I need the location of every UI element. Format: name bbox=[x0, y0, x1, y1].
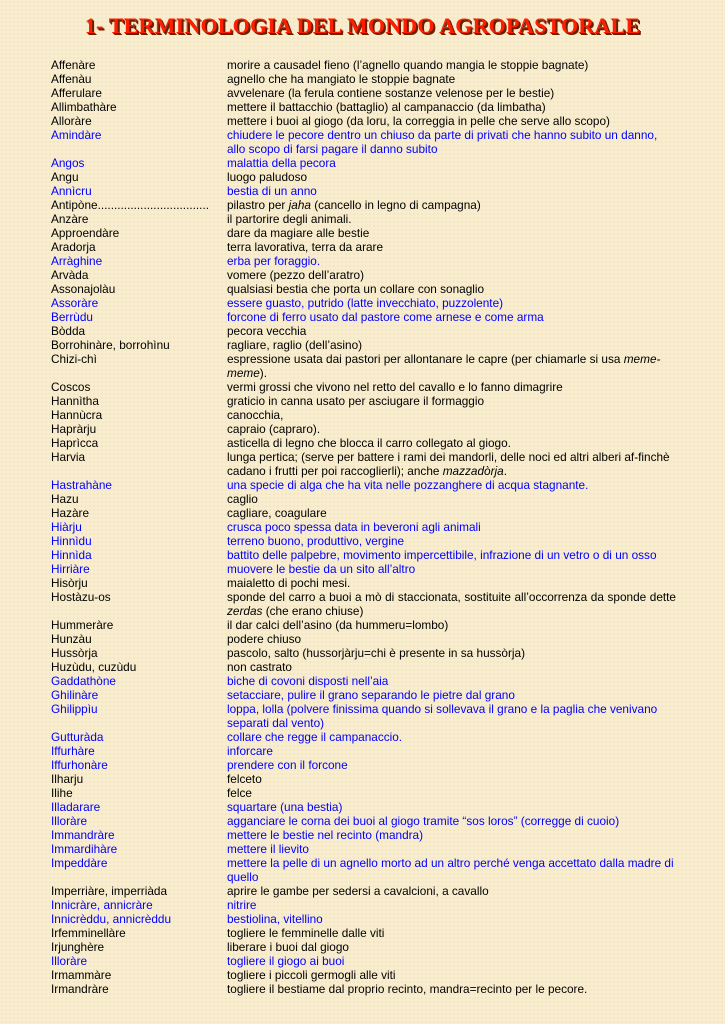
entry-term: Gutturàda bbox=[51, 730, 104, 744]
glossary-entry bbox=[51, 772, 676, 786]
glossary-entry bbox=[51, 744, 676, 758]
glossary-entry bbox=[51, 954, 676, 968]
entry-definition: una specie di alga che ha vita nelle pozzanghere di acqua stagnante. bbox=[227, 478, 589, 492]
entry-definition: qualsiasi bestia che porta un collare con sonaglio bbox=[227, 282, 485, 296]
entry-definition: morire a causadel fieno (l’agnello quando mangia le stoppie bagnate) bbox=[227, 58, 589, 72]
entry-definition: felce bbox=[227, 786, 252, 800]
glossary-entry bbox=[51, 268, 676, 282]
entry-definition: prendere con il forcone bbox=[227, 758, 348, 772]
entry-definition: liberare i buoi dal giogo bbox=[227, 940, 349, 954]
glossary-entry bbox=[51, 184, 676, 198]
italic-term: jaha bbox=[288, 198, 311, 212]
entry-definition: togliere i piccoli germogli alle viti bbox=[227, 968, 396, 982]
entry-definition: agganciare le corna dei buoi al giogo tramite “sos loros” (corregge di cuoio) bbox=[227, 814, 620, 828]
entry-definition: canocchia, bbox=[227, 408, 284, 422]
glossary-entry bbox=[51, 702, 676, 730]
glossary-entry bbox=[51, 884, 676, 898]
glossary-entry bbox=[51, 380, 676, 394]
glossary-entry bbox=[51, 296, 676, 310]
entry-definition: mettere il battacchio (battaglio) al campanaccio (da limbatha) bbox=[227, 100, 546, 114]
entry-term: Hisòrju bbox=[51, 576, 88, 590]
entry-term: Hussòrja bbox=[51, 646, 98, 660]
entry-term: Iffurhonàre bbox=[51, 758, 108, 772]
entry-definition: forcone di ferro usato dal pastore come arnese e come arma bbox=[227, 310, 544, 324]
italic-term: zerdas bbox=[227, 604, 263, 618]
glossary-entry bbox=[51, 324, 676, 338]
glossary-entry bbox=[51, 352, 676, 380]
entry-definition: luogo paludoso bbox=[227, 170, 308, 184]
entry-term: Approendàre bbox=[51, 226, 120, 240]
glossary-entry bbox=[51, 982, 676, 996]
entry-term: Arràghine bbox=[51, 254, 103, 268]
entry-definition: bestia di un anno bbox=[227, 184, 317, 198]
entry-term: Hapràrju bbox=[51, 422, 97, 436]
entry-definition: il partorire degli animali. bbox=[227, 212, 352, 226]
glossary-entry bbox=[51, 786, 676, 800]
entry-definition: erba per foraggio. bbox=[227, 254, 321, 268]
entry-term: Immandràre bbox=[51, 828, 115, 842]
entry-term: Hostàzu-os bbox=[51, 590, 111, 604]
glossary-entry bbox=[51, 618, 676, 632]
entry-term: Hazàre bbox=[51, 506, 90, 520]
entry-term: Arvàda bbox=[51, 268, 89, 282]
entry-term: Gaddathòne bbox=[51, 674, 116, 688]
glossary-entry bbox=[51, 478, 676, 492]
entry-definition: pilastro per jaha (cancello in legno di campagna) bbox=[227, 198, 481, 212]
entry-definition: lunga pertica; (serve per battere i rami dei mandorli, delle noci ed altri alberi af-finchè cadano i frutti per poi raccoglierli); anche mazzadòrja. bbox=[227, 450, 670, 478]
glossary-entry bbox=[51, 828, 676, 842]
glossary-entry bbox=[51, 72, 676, 86]
glossary-entry bbox=[51, 436, 676, 450]
entry-definition: capraio (capraro). bbox=[227, 422, 321, 436]
glossary-entry bbox=[51, 968, 676, 982]
entry-term: Ilharju bbox=[51, 772, 84, 786]
entry-definition: vomere (pezzo dell’aratro) bbox=[227, 268, 365, 282]
glossary-entry bbox=[51, 632, 676, 646]
glossary-entry bbox=[51, 674, 676, 688]
glossary-entry bbox=[51, 254, 676, 268]
entry-term: Antipòne.................................. bbox=[51, 198, 210, 212]
entry-term: Illadarare bbox=[51, 800, 101, 814]
glossary-entry bbox=[51, 58, 676, 72]
entry-definition: graticio in canna usato per asciugare il formaggio bbox=[227, 394, 485, 408]
entry-term: Assonajolàu bbox=[51, 282, 116, 296]
entry-term: Impeddàre bbox=[51, 856, 108, 870]
italic-term: mazzadòrja bbox=[442, 464, 504, 478]
glossary-entry bbox=[51, 100, 676, 114]
entry-term: Annìcru bbox=[51, 184, 92, 198]
entry-definition: crusca poco spessa data in beveroni agli animali bbox=[227, 520, 481, 534]
glossary-entry bbox=[51, 912, 676, 926]
entry-definition: nitrire bbox=[227, 898, 257, 912]
entry-term: Immardihàre bbox=[51, 842, 118, 856]
glossary-entry bbox=[51, 128, 676, 156]
entry-term: Hirriàre bbox=[51, 562, 90, 576]
glossary-list bbox=[51, 58, 676, 996]
entry-definition: cagliare, coagulare bbox=[227, 506, 327, 520]
glossary-entry bbox=[51, 800, 676, 814]
entry-term: Anzàre bbox=[51, 212, 89, 226]
entry-term: Allimbathàre bbox=[51, 100, 117, 114]
entry-term: Illoràre bbox=[51, 954, 88, 968]
entry-definition: inforcare bbox=[227, 744, 273, 758]
entry-term: Ghilippìu bbox=[51, 702, 98, 716]
entry-term: Haprìcca bbox=[51, 436, 99, 450]
entry-term: Alloràre bbox=[51, 114, 92, 128]
entry-term: Aradorja bbox=[51, 240, 96, 254]
entry-definition: aprire le gambe per sedersi a cavalcioni, a cavallo bbox=[227, 884, 489, 898]
entry-term: Angu bbox=[51, 170, 79, 184]
entry-definition: avvelenare (la ferula contiene sostanze velenose per le bestie) bbox=[227, 86, 555, 100]
glossary-entry bbox=[51, 646, 676, 660]
entry-definition: chiudere le pecore dentro un chiuso da parte di privati che hanno subito un danno, allo scopo di farsi pagare il danno subito bbox=[227, 128, 658, 156]
entry-term: Hinnìda bbox=[51, 548, 92, 562]
entry-term: Ilihe bbox=[51, 786, 73, 800]
entry-definition: felceto bbox=[227, 772, 262, 786]
entry-term: Angos bbox=[51, 156, 85, 170]
entry-definition: terra lavorativa, terra da arare bbox=[227, 240, 384, 254]
entry-term: Chizi-chì bbox=[51, 352, 97, 366]
entry-term: Huzùdu, cuzùdu bbox=[51, 660, 137, 674]
entry-definition: setacciare, pulire il grano separando le pietre dal grano bbox=[227, 688, 515, 702]
glossary-entry bbox=[51, 842, 676, 856]
entry-definition: ragliare, raglio (dell’asino) bbox=[227, 338, 363, 352]
glossary-entry bbox=[51, 408, 676, 422]
entry-term: Iffurhàre bbox=[51, 744, 95, 758]
entry-term: Innicrèddu, annicrèddu bbox=[51, 912, 172, 926]
glossary-entry bbox=[51, 240, 676, 254]
glossary-entry bbox=[51, 562, 676, 576]
glossary-entry bbox=[51, 198, 676, 212]
entry-term: Hinnìdu bbox=[51, 534, 92, 548]
glossary-entry bbox=[51, 492, 676, 506]
italic-term: meme-meme bbox=[227, 352, 661, 380]
entry-definition: agnello che ha mangiato le stoppie bagnate bbox=[227, 72, 456, 86]
glossary-entry bbox=[51, 282, 676, 296]
entry-definition: collare che regge il campanaccio. bbox=[227, 730, 403, 744]
entry-term: Ghilinàre bbox=[51, 688, 99, 702]
entry-term: Irmammàre bbox=[51, 968, 112, 982]
glossary-entry bbox=[51, 338, 676, 352]
glossary-entry bbox=[51, 450, 676, 478]
entry-definition: muovere le bestie da un sito all’altro bbox=[227, 562, 416, 576]
glossary-entry bbox=[51, 422, 676, 436]
glossary-entry bbox=[51, 758, 676, 772]
entry-term: Borrohinàre, borrohìnu bbox=[51, 338, 170, 352]
entry-definition: essere guasto, putrido (latte invecchiato, puzzolente) bbox=[227, 296, 504, 310]
glossary-entry bbox=[51, 156, 676, 170]
entry-definition: malattia della pecora bbox=[227, 156, 336, 170]
glossary-entry bbox=[51, 226, 676, 240]
entry-term: Affenàu bbox=[51, 72, 92, 86]
entry-term: Irfemminellàre bbox=[51, 926, 126, 940]
page-title: 1- TERMINOLOGIA DEL MONDO AGROPASTORALE bbox=[84, 13, 641, 38]
entry-term: Hannìtha bbox=[51, 394, 99, 408]
entry-term: Illoràre bbox=[51, 814, 88, 828]
entry-term: Irjunghère bbox=[51, 940, 105, 954]
entry-definition: mettere i buoi al giogo (da loru, la correggia in pelle che serve allo scopo) bbox=[227, 114, 610, 128]
entry-term: Assoràre bbox=[51, 296, 99, 310]
entry-definition: togliere il giogo ai buoi bbox=[227, 954, 345, 968]
entry-definition: espressione usata dai pastori per allontanare le capre (per chiamarle si usa meme-meme). bbox=[227, 352, 661, 380]
entry-definition: bestiolina, vitellino bbox=[227, 912, 323, 926]
entry-definition: squartare (una bestia) bbox=[227, 800, 343, 814]
entry-term: Imperriàre, imperriàda bbox=[51, 884, 168, 898]
glossary-entry bbox=[51, 898, 676, 912]
glossary-entry bbox=[51, 548, 676, 562]
entry-term: Hiàrju bbox=[51, 520, 82, 534]
entry-definition: terreno buono, produttivo, vergine bbox=[227, 534, 405, 548]
glossary-entry bbox=[51, 212, 676, 226]
glossary-entry bbox=[51, 688, 676, 702]
entry-definition: battito delle palpebre, movimento impercettibile, infrazione di un vetro o di un osso bbox=[227, 548, 657, 562]
entry-term: Bòdda bbox=[51, 324, 86, 338]
entry-term: Hastrahàne bbox=[51, 478, 112, 492]
glossary-entry bbox=[51, 926, 676, 940]
glossary-entry bbox=[51, 86, 676, 100]
entry-term: Irmandràre bbox=[51, 982, 109, 996]
entry-definition: asticella di legno che blocca il carro collegato al giogo. bbox=[227, 436, 511, 450]
entry-term: Hazu bbox=[51, 492, 79, 506]
entry-term: Amindàre bbox=[51, 128, 102, 142]
entry-term: Affenàre bbox=[51, 58, 96, 72]
glossary-entry bbox=[51, 660, 676, 674]
entry-term: Berrùdu bbox=[51, 310, 93, 324]
entry-term: Afferulare bbox=[51, 86, 102, 100]
entry-definition: il dar calci dell’asino (da hummeru=lombo) bbox=[227, 618, 449, 632]
entry-definition: mettere la pelle di un agnello morto ad un altro perché venga accettato dalla madre di quello bbox=[227, 856, 674, 884]
glossary-entry bbox=[51, 856, 676, 884]
glossary-entry bbox=[51, 394, 676, 408]
glossary-entry bbox=[51, 814, 676, 828]
glossary-entry bbox=[51, 310, 676, 324]
entry-definition: togliere il bestiame dal proprio recinto, mandra=recinto per le pecore. bbox=[227, 982, 588, 996]
entry-definition: non castrato bbox=[227, 660, 292, 674]
entry-term: Hannùcra bbox=[51, 408, 103, 422]
glossary-entry bbox=[51, 506, 676, 520]
entry-term: Hummeràre bbox=[51, 618, 114, 632]
glossary-entry bbox=[51, 940, 676, 954]
entry-definition: vermi grossi che vivono nel retto del cavallo e lo fanno dimagrire bbox=[227, 380, 563, 394]
entry-definition: togliere le femminelle dalle viti bbox=[227, 926, 385, 940]
entry-term: Coscos bbox=[51, 380, 91, 394]
entry-definition: maialetto di pochi mesi. bbox=[227, 576, 351, 590]
dotted-leader: .................................. bbox=[97, 198, 210, 212]
glossary-entry bbox=[51, 520, 676, 534]
entry-definition: mettere le bestie nel recinto (mandra) bbox=[227, 828, 424, 842]
entry-definition: sponde del carro a buoi a mò di staccionata, sostituite all’occorrenza da sponde dette zerdas (che erano chiuse) bbox=[227, 590, 676, 618]
entry-term: Harvia bbox=[51, 450, 86, 464]
entry-definition: caglio bbox=[227, 492, 258, 506]
entry-definition: biche di covoni disposti nell’aia bbox=[227, 674, 389, 688]
entry-definition: podere chiuso bbox=[227, 632, 302, 646]
glossary-entry bbox=[51, 114, 676, 128]
glossary-entry bbox=[51, 170, 676, 184]
entry-definition: dare da magiare alle bestie bbox=[227, 226, 370, 240]
entry-definition: pecora vecchia bbox=[227, 324, 307, 338]
glossary-entry bbox=[51, 576, 676, 590]
entry-definition: mettere il lievito bbox=[227, 842, 309, 856]
glossary-entry bbox=[51, 590, 676, 618]
glossary-entry bbox=[51, 730, 676, 744]
glossary-entry bbox=[51, 534, 676, 548]
entry-definition: loppa, lolla (polvere finissima quando si sollevava il grano e la paglia che venivano separati dal vento) bbox=[227, 702, 658, 730]
entry-term: Hunzàu bbox=[51, 632, 92, 646]
entry-definition: pascolo, salto (hussorjàrju=chi è presente in sa hussòrja) bbox=[227, 646, 526, 660]
entry-term: Innicràre, annicràre bbox=[51, 898, 153, 912]
